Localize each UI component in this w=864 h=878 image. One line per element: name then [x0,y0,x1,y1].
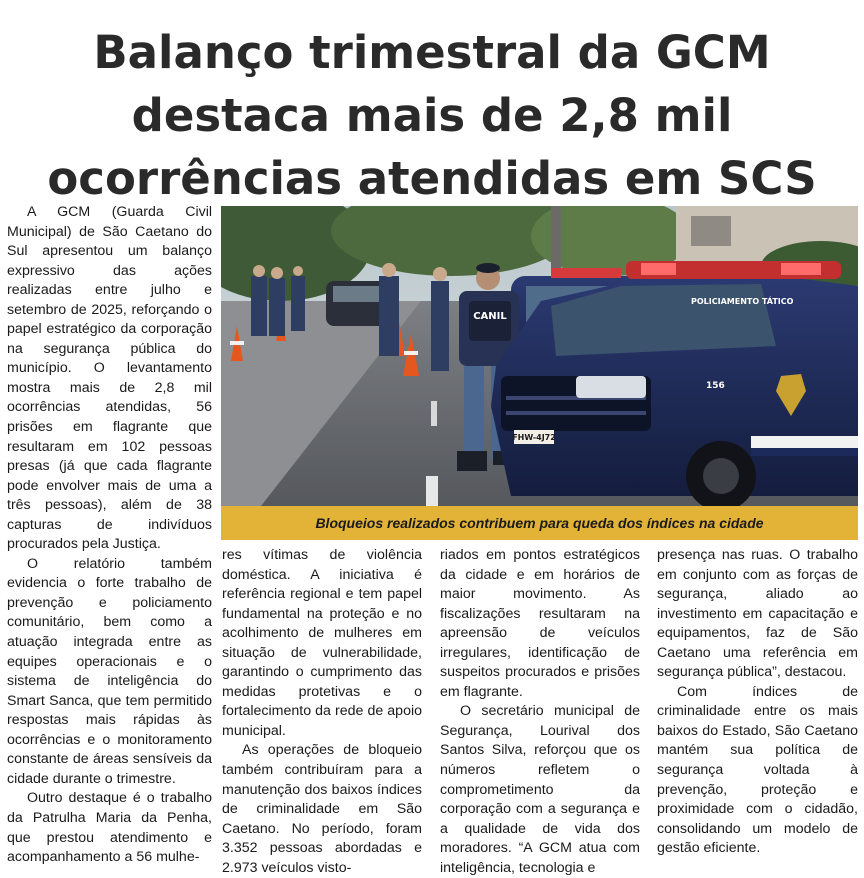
headline-line-2: destaca mais de 2,8 mil [131,89,733,143]
paragraph: O relatório também evidencia o forte trabalho de prevenção e policiamento comunitário, bem como a atuação integrada entre as equipes operacionais e o sistema de inteligência do Smart Sanca, que tem permitido respostas mais rápidas às ocorrências e o monitoramento constante de áreas sensíveis da cidade durante o trimestre. [7,555,212,787]
paragraph: riados em pontos estratégicos da cidade e em horários de maior movimento. As fiscalizações resultaram na apreensão de veículos irregulares, identificação de suspeitos procurados e prisões em flagrante. [440,547,640,700]
vehicle-label: POLICIAMENTO TÁTICO [691,297,794,306]
paragraph: O secretário municipal de Segurança, Lourival dos Santos Silva, reforçou que os números refletem o comprometimento da corporação com a segurança e a qualidade de vida dos moradores. “A GCM atua com inteligência, tecnologia e [440,703,640,876]
vehicle-number: 156 [706,381,725,391]
article-column-1 [7,203,212,868]
article-column-4 [657,546,858,859]
paragraph: presença nas ruas. O trabalho em conjunto com as forças de segurança, aliado ao investimento em capacitação e equipamentos, faz de São Caetano uma referência em segurança pública”, destacou. [657,547,858,681]
caption-text: Bloqueios realizados contribuem para queda dos índices na cidade [315,515,764,531]
article-column-2 [222,546,422,878]
headline-line-3: ocorrências atendidas em SCS [47,152,817,206]
photo-caption [221,506,858,540]
paragraph: Com índices de criminalidade entre os mais baixos do Estado, São Caetano mantém sua política de segurança voltada à prevenção, proteção e proximidade com o cidadão, consolidando um modelo de gestão eficiente. [657,683,858,857]
paragraph: A GCM (Guarda Civil Municipal) de São Caetano do Sul apresentou um balanço expressivo das ações realizadas entre julho e setembro de 2025, reforçando o papel estratégico da corporação na segurança pública do município. O levantamento mostra mais de 2,8 mil ocorrências atendidas, 56 prisões em flagrante que resultaram em 102 pessoas presas (já que cada flagrante pode envolver mais de uma a três pessoas), além de 38 capturas de indivíduos procurados pela Justiça. [7,204,212,553]
vest-label: CANIL [473,311,507,322]
article-column-3 [440,546,640,878]
headline [0,21,864,210]
article-photo [221,206,858,506]
paragraph: As operações de bloqueio também contribuíram para a manutenção dos baixos índices de criminalidade em São Caetano. No período, foram 3.352 pessoas abordadas e 2.973 veículos visto- [222,742,422,876]
plate-label: FHW-4J72 [512,433,556,442]
paragraph: res vítimas de violência doméstica. A iniciativa é referência regional e tem papel fundamental na proteção e no acolhimento de mulheres em situação de vulnerabilidade, garantindo o cumprimento das medidas protetivas e o fortalecimento da rede de apoio municipal. [222,547,422,739]
headline-line-1: Balanço trimestral da GCM [93,26,771,80]
paragraph: Outro destaque é o trabalho da Patrulha Maria da Penha, que prestou atendimento e acompanhamento a 56 mulhe- [7,790,212,866]
street-checkpoint-photo [221,206,858,506]
